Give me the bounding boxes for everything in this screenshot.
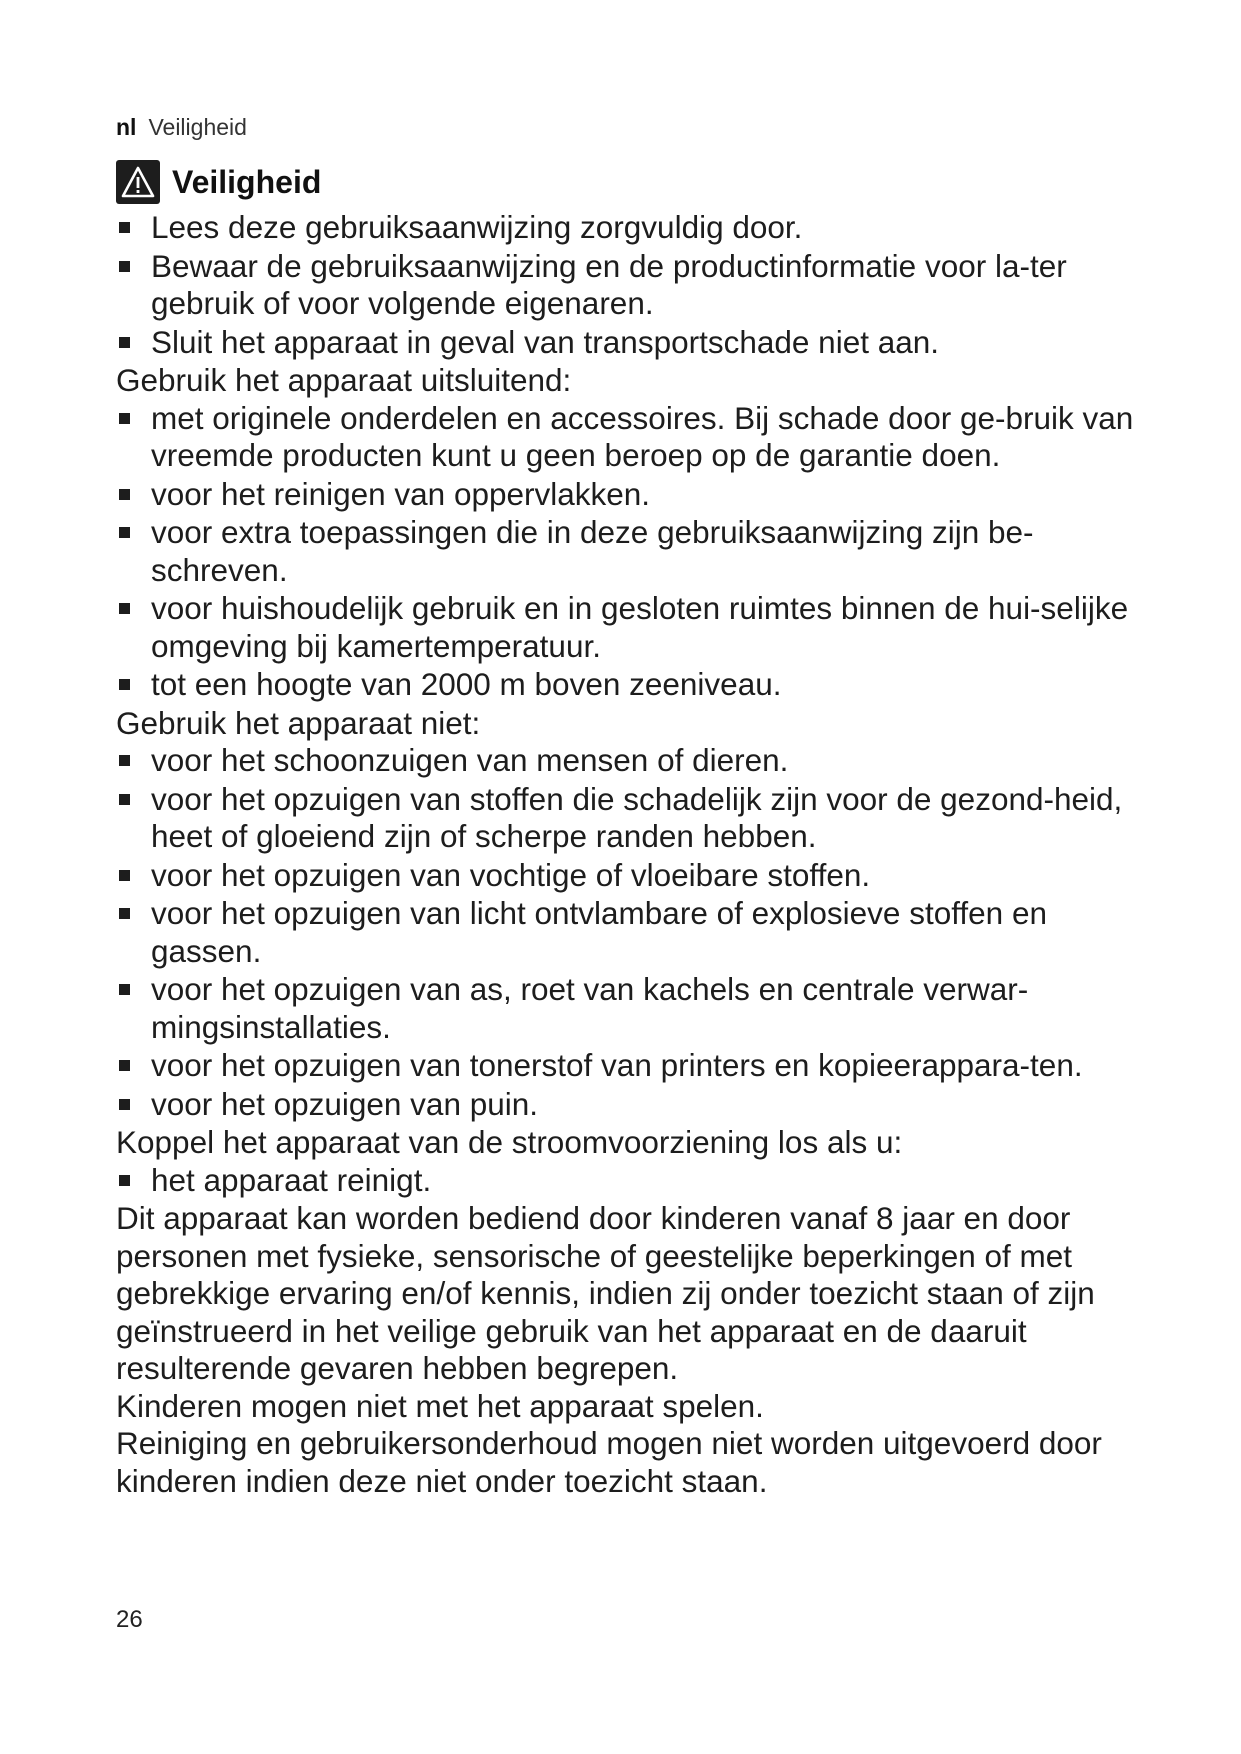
list-item: Bewaar de gebruiksaanwijzing en de productinformatie voor la-ter gebruik of voor volgende eigenaren. xyxy=(116,248,1166,323)
list-item: voor het opzuigen van as, roet van kachels en centrale verwar-mingsinstallaties. xyxy=(116,971,1166,1046)
page-title: Veiligheid xyxy=(172,163,322,200)
list-item: het apparaat reinigt. xyxy=(116,1162,1166,1200)
paragraph: Gebruik het apparaat niet: xyxy=(116,704,481,741)
list-item: Sluit het apparaat in geval van transportschade niet aan. xyxy=(116,324,1166,362)
list-item: voor het opzuigen van vochtige of vloeibare stoffen. xyxy=(116,857,1166,895)
list-item: tot een hoogte van 2000 m boven zeeniveau. xyxy=(116,666,1166,704)
list-item: voor extra toepassingen die in deze gebruiksaanwijzing zijn be-schreven. xyxy=(116,514,1166,589)
safety-content xyxy=(116,209,1166,1500)
list-item: voor het reinigen van oppervlakken. xyxy=(116,476,1166,514)
list-item: voor huishoudelijk gebruik en in gesloten ruimtes binnen de hui-selijke omgeving bij kamertemperatuur. xyxy=(116,590,1166,665)
list-item: voor het schoonzuigen van mensen of dieren. xyxy=(116,742,1166,780)
running-header-section: Veiligheid xyxy=(148,114,247,140)
bullet-list xyxy=(116,400,1166,704)
paragraph: Reiniging en gebruikersonderhoud mogen niet worden uitgevoerd door kinderen indien deze niet onder toezicht staan. xyxy=(116,1425,1102,1499)
paragraph: Gebruik het apparaat uitsluitend: xyxy=(116,362,572,398)
paragraph: Dit apparaat kan worden bediend door kinderen vanaf 8 jaar en door personen met fysieke, sensorische of geestelijke beperkingen of met gebrekkige ervaring en/of kennis, indien zij onder toezicht staan of zijn geïnstrueerd in het veilige gebruik van het apparaat en de daaruit resulterende gevaren hebben begrepen. xyxy=(116,1200,1095,1386)
bullet-list xyxy=(116,1162,1166,1200)
list-item: met originele onderdelen en accessoires. Bij schade door ge-bruik van vreemde producten kunt u geen beroep op de garantie doen. xyxy=(116,400,1166,475)
page-number: 26 xyxy=(116,1606,143,1633)
paragraph: Kinderen mogen niet met het apparaat spelen. xyxy=(116,1387,764,1424)
bullet-list xyxy=(116,742,1166,1123)
paragraph: Koppel het apparaat van de stroomvoorziening los als u: xyxy=(116,1124,903,1160)
list-item: Lees deze gebruiksaanwijzing zorgvuldig door. xyxy=(116,209,1166,247)
running-header xyxy=(116,113,247,141)
list-item: voor het opzuigen van puin. xyxy=(116,1086,1166,1124)
warning-triangle-icon xyxy=(116,160,160,204)
language-code: nl xyxy=(116,114,137,140)
list-item: voor het opzuigen van licht ontvlambare of explosieve stoffen en gassen. xyxy=(116,895,1166,970)
list-item: voor het opzuigen van stoffen die schadelijk zijn voor de gezond-heid, heet of gloeiend zijn of scherpe randen hebben. xyxy=(116,781,1166,856)
bullet-list xyxy=(116,209,1166,361)
list-item: voor het opzuigen van tonerstof van printers en kopieerappara-ten. xyxy=(116,1047,1166,1085)
section-heading xyxy=(116,160,321,204)
